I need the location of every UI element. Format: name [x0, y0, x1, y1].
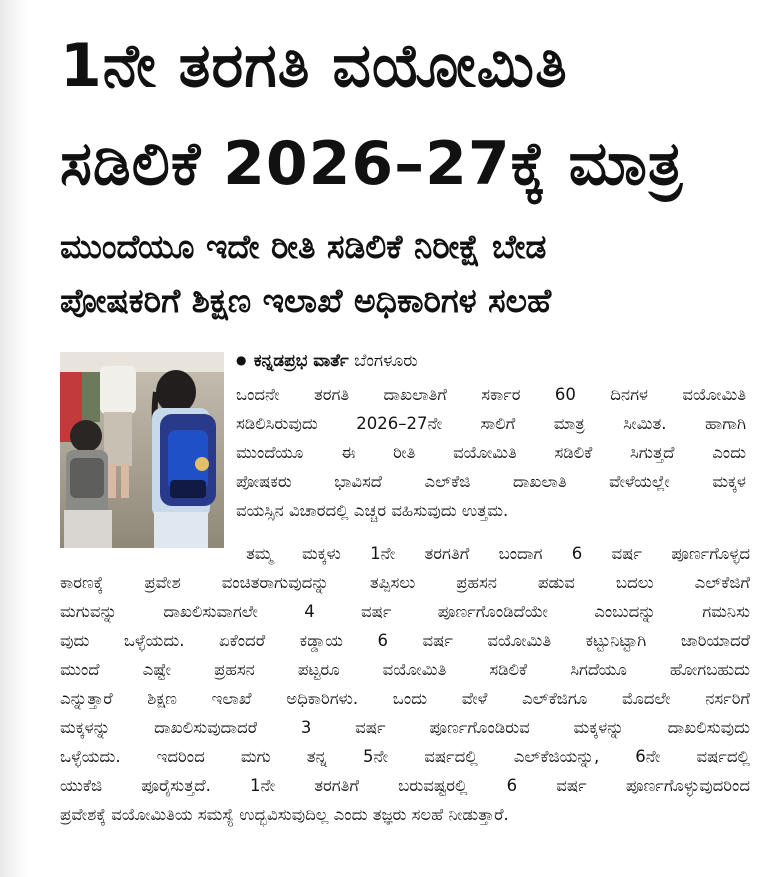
paragraph-2-line: ತಮ್ಮ ಮಕ್ಕಳು 1ನೇ ತರಗತಿಗೆ ಬಂದಾಗ 6 ವರ್ಷ ಪೂರ್ಣಗೊಳ್ಳದ — [246, 544, 750, 563]
paragraph-2-line: ಪ್ರವೇಶಕ್ಕೆ ವಯೋಮಿತಿಯ ಸಮಸ್ಯೆ ಉದ್ಭವಿಸುವುದಿಲ್ಲ ಎಂದು ತಜ್ಞರು ಸಲಹೆ ನೀಡುತ್ತಾರೆ. — [60, 805, 509, 824]
paragraph-2-line: ಒಳ್ಳೆಯದು. ಇದರಿಂದ ಮಗು ತನ್ನ 5ನೇ ವರ್ಷದಲ್ಲಿ ಎಲ್‌ಕೆಜಿಯನ್ನು, 6ನೇ ವರ್ಷದಲ್ಲಿ — [60, 747, 750, 766]
paragraph-2-line: ಮುಂದೆ ಎಷ್ಟೇ ಪ್ರಹಸನ ಪಟ್ಟರೂ ವಯೋಮಿತಿ ಸಡಿಲಿಕೆ ಸಿಗದೆಯೂ ಹೋಗಬಹುದು — [60, 660, 750, 679]
article-paragraph-1 — [236, 380, 746, 525]
paragraph-2-line: ಮಗುವನ್ನು ದಾಖಲಿಸುವಾಗಲೇ 4 ವರ್ಷ ಪೂರ್ಣಗೊಂಡಿದೆಯೇ ಎಂಬುದನ್ನು ಗಮನಿಸು — [60, 602, 750, 621]
paragraph-2-line: ಯುಕೆಜಿ ಪೂರೈಸುತ್ತದೆ. 1ನೇ ತರಗತಿಗೆ ಬರುವಷ್ಟರಲ್ಲಿ 6 ವರ್ಷ ಪೂರ್ಣಗೊಳ್ಳುವುದರಿಂದ — [60, 776, 750, 795]
subheadline-line-1: ಮುಂದೆಯೂ ಇದೇ ರೀತಿ ಸಡಿಲಿಕೆ ನಿರೀಕ್ಷೆ ಬೇಡ — [60, 227, 547, 266]
paragraph-1-line: ಒಂದನೇ ತರಗತಿ ದಾಖಲಾತಿಗೆ ಸರ್ಕಾರ 60 ದಿನಗಳ ವಯೋಮಿತಿ — [236, 385, 746, 404]
page-edge-shadow — [0, 0, 28, 877]
byline-source: ಕನ್ನಡಪ್ರಭ ವಾರ್ತೆ — [253, 351, 349, 371]
byline-bullet: ● — [236, 353, 247, 367]
paragraph-2-line: ಎನ್ನುತ್ತಾರೆ ಶಿಕ್ಷಣ ಇಲಾಖೆ ಅಧಿಕಾರಿಗಳು. ಒಂದು ವೇಳೆ ಎಲ್‌ಕೆಜಿಗೂ ಮೊದಲೇ ನರ್ಸರಿಗೆ — [60, 689, 750, 708]
paragraph-2-line: ವುದು ಒಳ್ಳೆಯದು. ಏಕೆಂದರೆ ಕಡ್ಡಾಯ 6 ವರ್ಷ ವಯೋಮಿತಿ ಕಟ್ಟುನಿಟ್ಟಾಗಿ ಜಾರಿಯಾದರೆ — [60, 631, 750, 650]
paragraph-1-line: ಪೋಷಕರು ಭಾವಿಸದೆ ಎಲ್‌ಕೆಜಿ ದಾಖಲಾತಿ ವೇಳೆಯಲ್ಲೇ ಮಕ್ಕಳ — [236, 472, 746, 491]
subheadline-line-2: ಪೋಷಕರಿಗೆ ಶಿಕ್ಷಣ ಇಲಾಖೆ ಅಧಿಕಾರಿಗಳ ಸಲಹೆ — [60, 281, 552, 320]
paragraph-2-line: ಕಾರಣಕ್ಕೆ ಪ್ರವೇಶ ವಂಚಿತರಾಗುವುದನ್ನು ತಪ್ಪಿಸಲು ಪ್ರಹಸನ ಪಡುವ ಬದಲು ಎಲ್‌ಕೆಜಿಗೆ — [60, 573, 750, 592]
paragraph-1-line: ವಯಸ್ಸಿನ ವಿಚಾರದಲ್ಲಿ ಎಚ್ಚರ ವಹಿಸುವುದು ಉತ್ತಮ. — [236, 501, 509, 520]
headline-line-2: ಸಡಿಲಿಕೆ 2026–27ಕ್ಕೆ ಮಾತ್ರ — [60, 129, 684, 199]
paragraph-1-line: ಮುಂದೆಯೂ ಈ ರೀತಿ ವಯೋಮಿತಿ ಸಡಿಲಿಕೆ ಸಿಗುತ್ತದೆ ಎಂದು — [236, 443, 746, 462]
paragraph-1-line: ಸಡಿಲಿಸಿರುವುದು 2026–27ನೇ ಸಾಲಿಗೆ ಮಾತ್ರ ಸೀಮಿತ. ಹಾಗಾಗಿ — [236, 414, 746, 433]
headline-line-1: 1ನೇ ತರಗತಿ ವಯೋಮಿತಿ — [60, 31, 568, 101]
article-photo-schoolchildren — [60, 352, 224, 548]
byline — [236, 348, 418, 373]
paragraph-2-line: ಮಕ್ಕಳನ್ನು ದಾಖಲಿಸುವುದಾದರೆ 3 ವರ್ಷ ಪೂರ್ಣಗೊಂಡಿರುವ ಮಕ್ಕಳನ್ನು ದಾಖಲಿಸುವುದು — [60, 718, 750, 737]
article-paragraph-2 — [60, 539, 750, 829]
byline-location: ಬೆಂಗಳೂರು — [354, 351, 418, 371]
